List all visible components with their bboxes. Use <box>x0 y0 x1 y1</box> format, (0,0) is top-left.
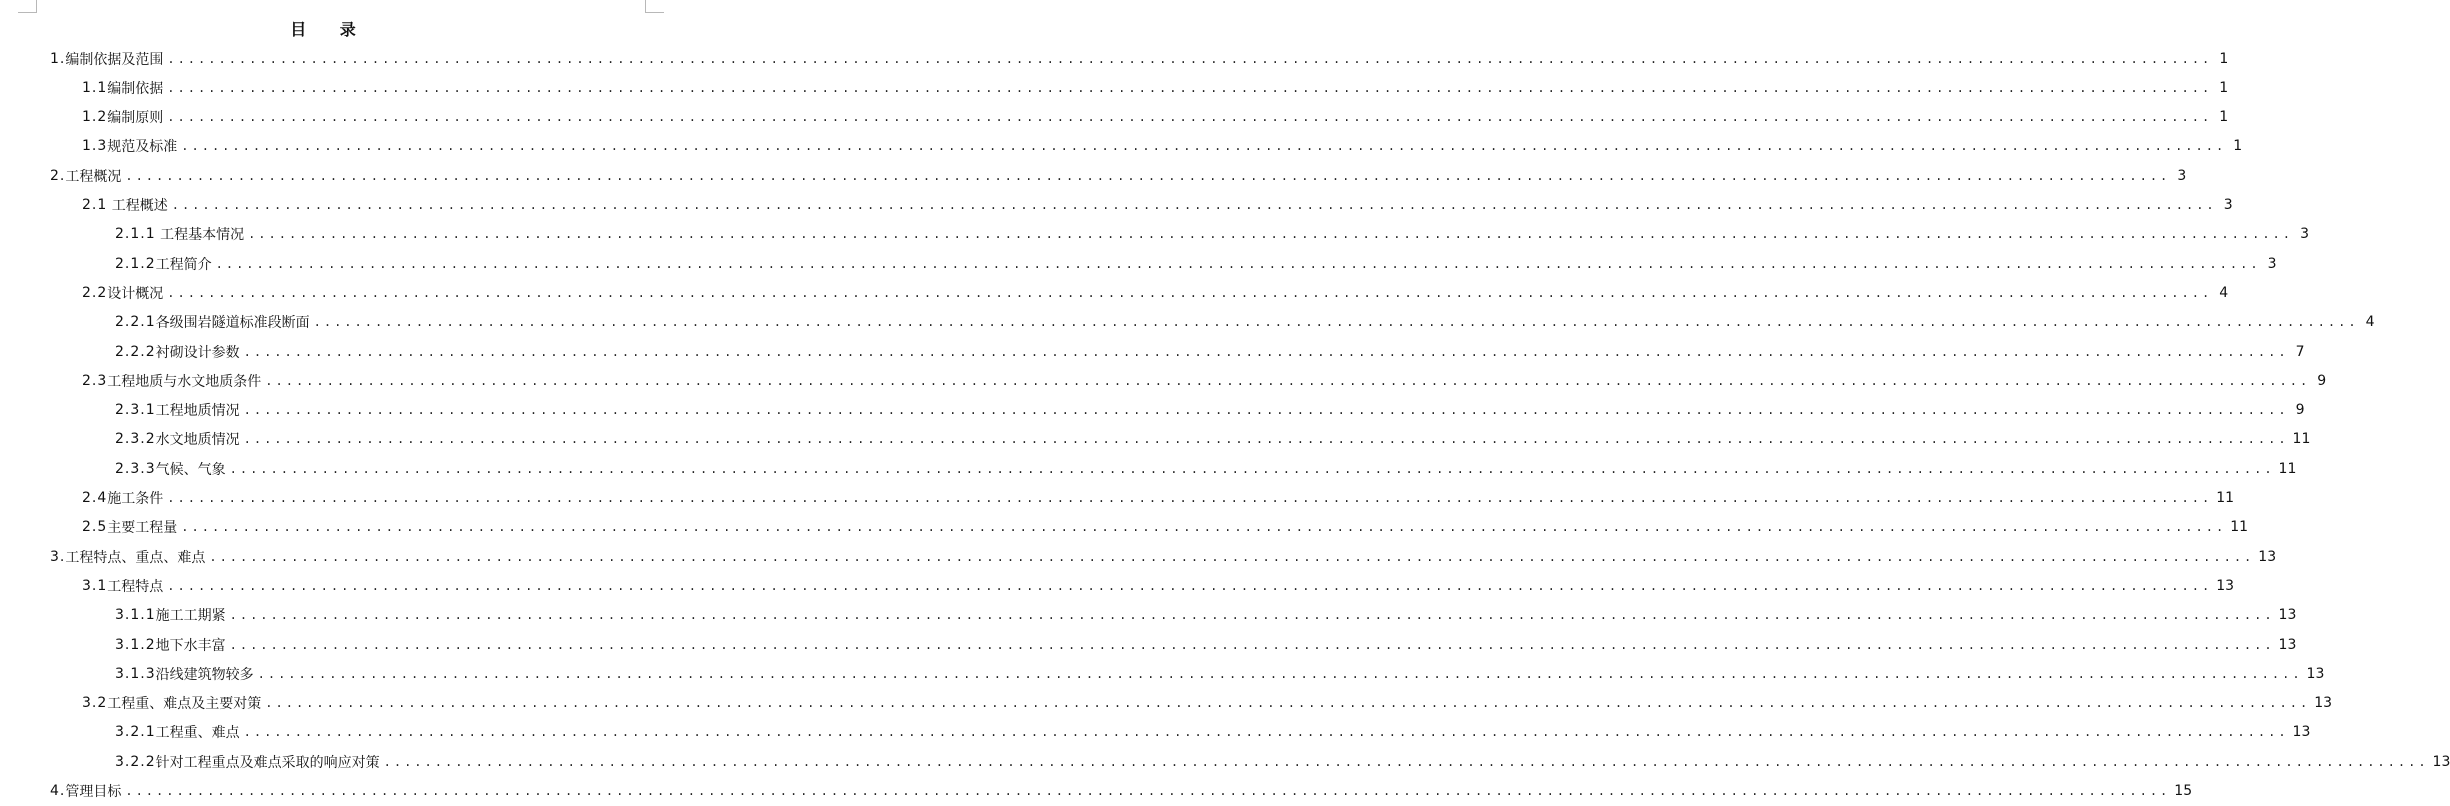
toc-entry-text: 工程概况 <box>65 168 122 185</box>
toc-entry-number: 3.1 <box>82 577 108 594</box>
toc-entry-number: 3.2.1 <box>115 724 156 741</box>
toc-dot-leader: ........................................................................................................................................................................................................ <box>167 578 2213 593</box>
toc-entry[interactable] <box>50 777 2193 806</box>
toc-entry-text: 主要工程量 <box>107 520 178 537</box>
toc-entry[interactable] <box>82 571 2235 600</box>
toc-page-number: 13 <box>2432 753 2450 770</box>
toc-dot-leader: ........................................................................................................................................................................................................ <box>167 285 2213 300</box>
toc-page-number: 1 <box>2219 79 2229 96</box>
toc-page-number: 1 <box>2219 50 2229 67</box>
toc-entry-text: 编制原则 <box>107 110 164 127</box>
toc-page-number: 11 <box>2278 460 2297 477</box>
toc-page-number: 4 <box>2219 284 2229 301</box>
toc-dot-leader: ........................................................................................................................................................................................................ <box>229 608 2275 623</box>
toc-dot-leader: ........................................................................................................................................................................................................ <box>167 51 2213 66</box>
toc-dot-leader: ........................................................................................................................................................................................................ <box>243 725 2289 740</box>
toc-entry[interactable] <box>115 396 2305 425</box>
toc-page-number: 13 <box>2258 548 2277 565</box>
toc-entry-number: 3.1.1 <box>115 607 156 624</box>
toc-entry-text: 气候、气象 <box>155 461 226 478</box>
toc-entry-text: 工程特点、重点、难点 <box>65 549 206 566</box>
toc-page-number: 3 <box>2267 255 2277 272</box>
toc-entry-text: 施工条件 <box>107 491 164 507</box>
toc-dot-leader: ........................................................................................................................................................................................................ <box>243 403 2289 418</box>
toc-title: 目 录 <box>290 20 370 39</box>
toc-dot-leader: ........................................................................................................................................................................................................ <box>209 549 2255 564</box>
toc-entry[interactable] <box>115 308 2375 337</box>
toc-entry[interactable] <box>115 659 2325 688</box>
toc-dot-leader: ........................................................................................................................................................................................................ <box>229 637 2275 652</box>
toc-page-number: 11 <box>2230 519 2249 536</box>
toc-page-number: 13 <box>2278 607 2297 624</box>
toc-entry-number: 1.2 <box>82 109 108 126</box>
toc-dot-leader: ........................................................................................................................................................................................................ <box>181 520 2227 535</box>
toc-entry-number: 2.1 <box>82 197 108 213</box>
toc-entry[interactable] <box>50 44 2229 73</box>
toc-entry-text: 工程特点 <box>107 578 164 595</box>
toc-page-number: 11 <box>2216 490 2235 506</box>
toc-entry-number: 3.2.2 <box>115 753 156 770</box>
toc-entry-number: 2.2.2 <box>115 343 156 360</box>
toc-entry-number: 4. <box>50 783 66 799</box>
page-corner-mark-left <box>18 0 37 13</box>
toc-dot-leader: ........................................................................................................................................................................................................ <box>257 666 2303 681</box>
toc-page-number: 13 <box>2314 695 2333 712</box>
toc-entry[interactable] <box>115 425 2311 454</box>
toc-dot-leader: ........................................................................................................................................................................................................ <box>383 754 2429 769</box>
toc-page-number: 13 <box>2292 724 2311 741</box>
toc-entry-number: 3.1.3 <box>115 665 156 682</box>
toc-dot-leader: ........................................................................................................................................................................................................ <box>265 696 2311 711</box>
toc-dot-leader: ........................................................................................................................................................................................................ <box>243 344 2289 359</box>
toc-entry[interactable] <box>115 249 2277 278</box>
toc-dot-leader: ........................................................................................................................................................................................................ <box>125 784 2171 798</box>
toc-page-number: 15 <box>2174 783 2193 799</box>
toc-entry-text: 规范及标准 <box>107 139 178 156</box>
toc-entry-number: 2.2 <box>82 284 108 301</box>
toc-dot-leader: ........................................................................................................................................................................................................ <box>171 198 2217 212</box>
toc-page-number: 1 <box>2219 109 2229 126</box>
toc-entry[interactable] <box>115 454 2297 483</box>
toc-entry[interactable] <box>82 366 2327 395</box>
toc-entry-number: 3.2 <box>82 695 108 712</box>
toc-entry[interactable] <box>82 689 2333 718</box>
toc-entry-text: 水文地质情况 <box>155 432 240 449</box>
toc-page-number: 11 <box>2292 431 2311 448</box>
toc-page-number: 3 <box>2223 197 2233 213</box>
toc-entry-text: 工程简介 <box>155 256 212 273</box>
toc-entry-text: 编制依据 <box>107 80 164 97</box>
toc-entry-number: 1.1 <box>82 79 108 96</box>
toc-page-number: 9 <box>2317 372 2327 389</box>
toc-entry-text: 施工工期紧 <box>155 608 226 625</box>
toc-dot-leader: ........................................................................................................................................................................................................ <box>248 227 2293 242</box>
toc-dot-leader: ........................................................................................................................................................................................................ <box>181 139 2227 154</box>
toc-page-number: 4 <box>2365 314 2375 331</box>
toc-entry-text: 各级围岩隧道标准段断面 <box>155 315 310 332</box>
toc-entry[interactable] <box>50 161 2187 190</box>
toc-entry[interactable] <box>115 337 2305 366</box>
toc-page-number: 3 <box>2177 167 2187 184</box>
toc-entry-number: 2.3 <box>82 372 108 389</box>
toc-dot-leader: ........................................................................................................................................................................................................ <box>167 80 2213 95</box>
toc-entry[interactable] <box>82 103 2229 132</box>
toc-entry-text: 地下水丰富 <box>155 637 226 654</box>
toc-entry[interactable] <box>115 747 2450 776</box>
toc-entry-text: 衬砌设计参数 <box>155 344 240 361</box>
toc-entry[interactable] <box>115 601 2297 630</box>
toc-entry-number: 2.1.2 <box>115 255 156 272</box>
toc-entry-number: 2.5 <box>82 519 108 536</box>
toc-entry-text: 工程概述 <box>107 198 168 214</box>
toc-entry[interactable] <box>82 278 2229 307</box>
toc-entry[interactable] <box>115 718 2311 747</box>
toc-page-number: 13 <box>2278 636 2297 653</box>
toc-entry-number: 2.3.3 <box>115 460 156 477</box>
toc-entry-text: 工程重、难点 <box>155 725 240 742</box>
toc-page-number: 13 <box>2306 665 2325 682</box>
toc-entry-text: 工程重、难点及主要对策 <box>107 696 262 713</box>
toc-entry-text: 设计概况 <box>107 285 164 302</box>
toc-entry-number: 2.3.1 <box>115 402 156 419</box>
toc-entry-number: 2. <box>50 167 66 184</box>
toc-entry[interactable] <box>82 513 2249 542</box>
toc-entry-text: 针对工程重点及难点采取的响应对策 <box>155 754 380 771</box>
toc-entry[interactable] <box>82 132 2243 161</box>
toc-entry[interactable] <box>82 191 2233 220</box>
toc-entry-number: 2.4 <box>82 490 108 506</box>
toc-dot-leader: ........................................................................................................................................................................................................ <box>313 315 2359 330</box>
toc-page-number: 7 <box>2295 343 2305 360</box>
toc-entry-number: 2.2.1 <box>115 314 156 331</box>
toc-entry-text: 编制依据及范围 <box>65 51 164 68</box>
toc-dot-leader: ........................................................................................................................................................................................................ <box>243 432 2289 447</box>
toc-entry-text: 工程地质情况 <box>155 403 240 420</box>
toc-entry[interactable] <box>115 220 2309 249</box>
toc-entry-text: 沿线建筑物较多 <box>155 666 254 683</box>
toc-entry-number: 3.1.2 <box>115 636 156 653</box>
toc-entry-text: 工程地质与水文地质条件 <box>107 373 262 390</box>
toc-entry-text: 管理目标 <box>65 784 122 800</box>
toc-page-number: 13 <box>2216 577 2235 594</box>
toc-page-number: 9 <box>2295 402 2305 419</box>
toc-entry-number: 2.1.1 <box>115 226 156 243</box>
toc-dot-leader: ........................................................................................................................................................................................................ <box>167 110 2213 125</box>
toc-dot-leader: ........................................................................................................................................................................................................ <box>229 461 2275 476</box>
toc-entry-number: 1. <box>50 50 66 67</box>
toc-entry[interactable] <box>82 73 2229 102</box>
toc-entry-text: 工程基本情况 <box>155 227 245 244</box>
toc-entry-number: 1.3 <box>82 138 108 155</box>
toc-page-number: 3 <box>2300 226 2309 243</box>
toc-page-number: 1 <box>2233 138 2243 155</box>
page-corner-mark-right <box>645 0 664 13</box>
toc-dot-leader: ........................................................................................................................................................................................................ <box>265 373 2311 388</box>
toc-dot-leader: ........................................................................................................................................................................................................ <box>167 491 2213 505</box>
toc-entry-number: 2.3.2 <box>115 431 156 448</box>
toc-entry[interactable] <box>50 542 2277 571</box>
toc-entry[interactable] <box>115 630 2297 659</box>
toc-dot-leader: ........................................................................................................................................................................................................ <box>215 256 2261 271</box>
toc-dot-leader: ........................................................................................................................................................................................................ <box>125 168 2171 183</box>
toc-entry[interactable] <box>82 484 2235 513</box>
toc-entry-number: 3. <box>50 548 66 565</box>
